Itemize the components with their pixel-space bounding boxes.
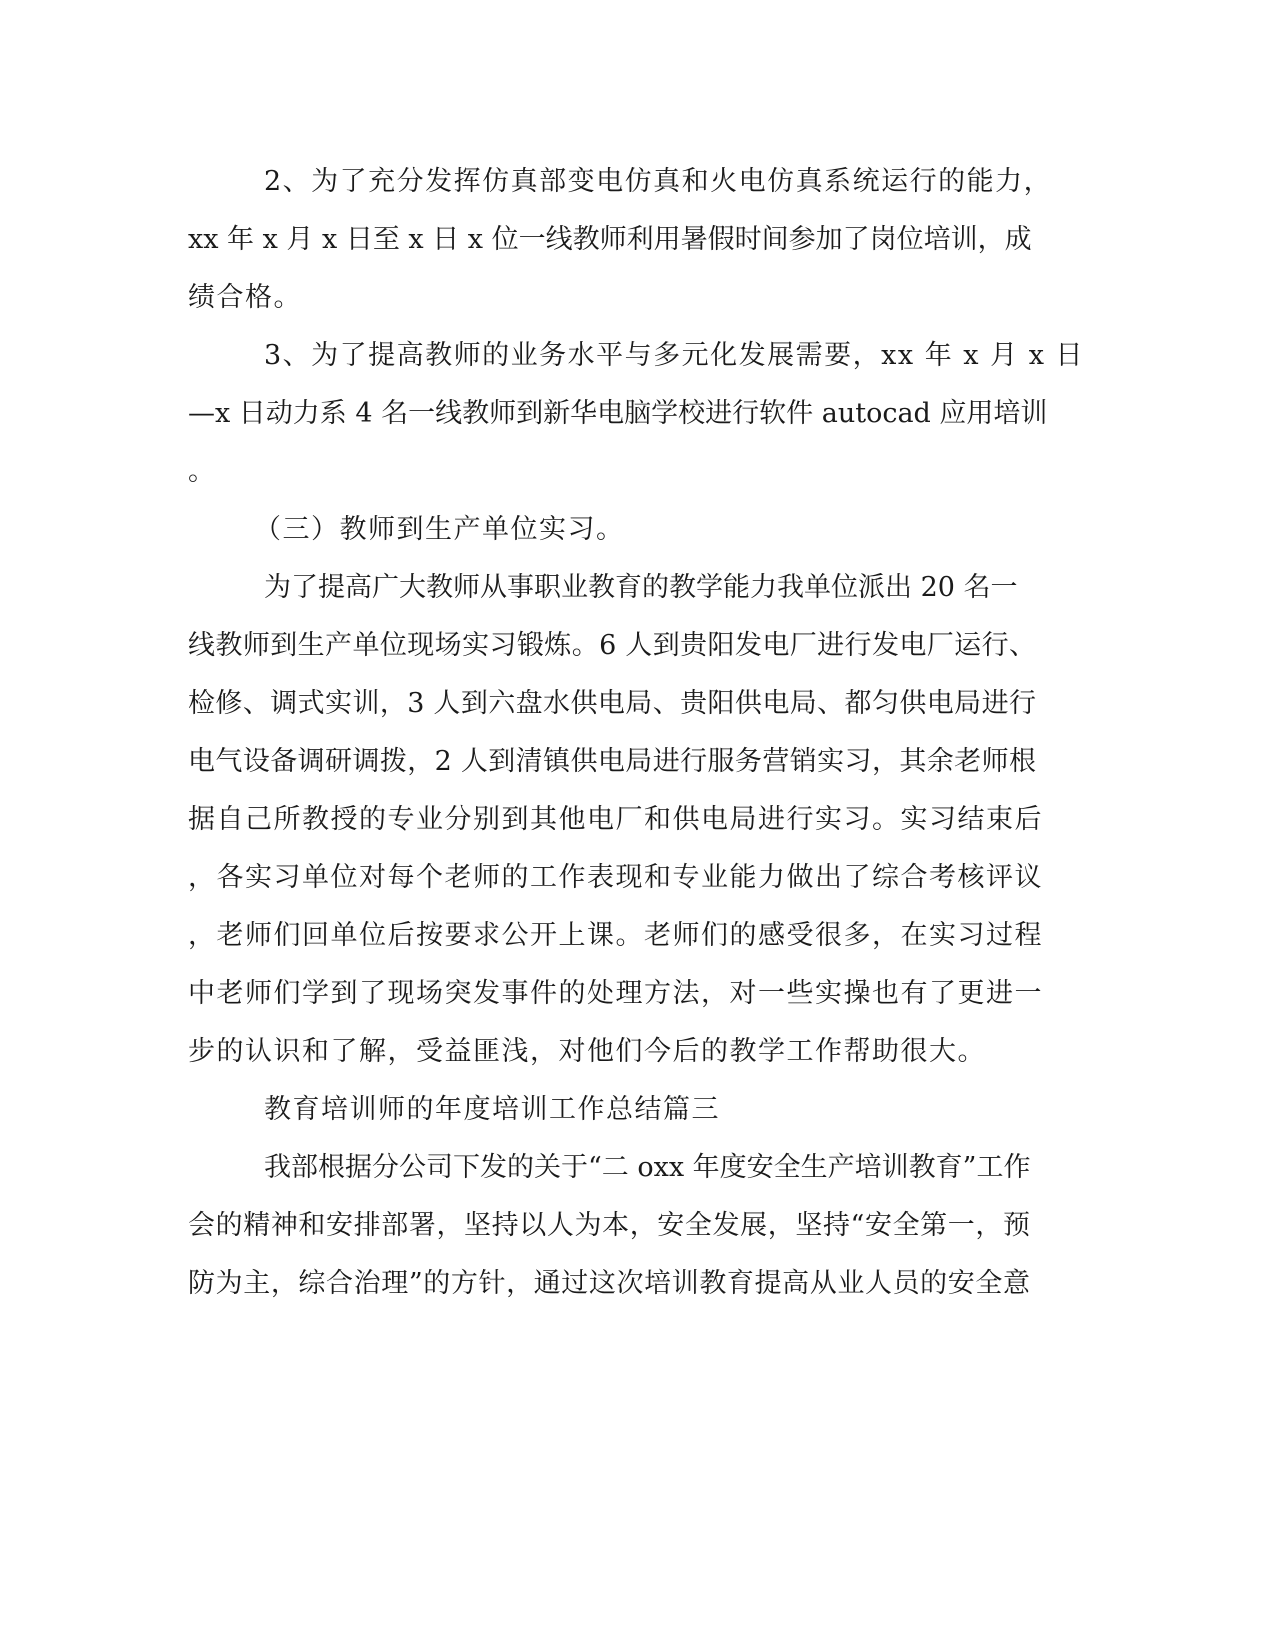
paragraph-line: 绩合格。 — [188, 282, 302, 313]
paragraph-line: 我部根据分公司下发的关于“二 oxx 年度安全生产培训教育”工作 — [264, 1152, 1031, 1183]
paragraph-line: 3、为了提高教师的业务水平与多元化发展需要，xx 年 x 月 x 日 — [264, 340, 1084, 371]
paragraph-line: xx 年 x 月 x 日至 x 日 x 位一线教师利用暑假时间参加了岗位培训，成 — [188, 224, 1032, 255]
paragraph-line: 为了提高广大教师从事职业教育的教学能力我单位派出 20 名一 — [264, 572, 1018, 603]
paragraph-line: 防为主，综合治理”的方针，通过这次培训教育提高从业人员的安全意 — [188, 1268, 1030, 1299]
paragraph-line: 电气设备调研调拨，2 人到清镇供电局进行服务营销实习，其余老师根 — [188, 746, 1036, 777]
paragraph-line: 步的认识和了解，受益匪浅，对他们今后的教学工作帮助很大。 — [188, 1036, 986, 1067]
paragraph-line: —x 日动力系 4 名一线教师到新华电脑学校进行软件 autocad 应用培训 — [188, 398, 1048, 429]
paragraph-line: 线教师到生产单位现场实习锻炼。6 人到贵阳发电厂进行发电厂运行、 — [188, 630, 1036, 661]
paragraph-line: 据自己所教授的专业分别到其他电厂和供电局进行实习。实习结束后 — [188, 804, 1043, 835]
paragraph-line: 。 — [188, 456, 217, 487]
section-heading: 教育培训师的年度培训工作总结篇三 — [264, 1094, 720, 1125]
section-heading: （三）教师到生产单位实习。 — [254, 514, 625, 545]
paragraph-line: 中老师们学到了现场突发事件的处理方法，对一些实操也有了更进一 — [188, 978, 1043, 1009]
paragraph-line: 2、为了充分发挥仿真部变电仿真和火电仿真系统运行的能力， — [264, 166, 1053, 197]
paragraph-line: ，老师们回单位后按要求公开上课。老师们的感受很多，在实习过程 — [188, 920, 1043, 951]
paragraph-line: 检修、调式实训，3 人到六盘水供电局、贵阳供电局、都匀供电局进行 — [188, 688, 1036, 719]
paragraph-line: 会的精神和安排部署，坚持以人为本，安全发展，坚持“安全第一，预 — [188, 1210, 1030, 1241]
paragraph-line: ，各实习单位对每个老师的工作表现和专业能力做出了综合考核评议 — [188, 862, 1043, 893]
